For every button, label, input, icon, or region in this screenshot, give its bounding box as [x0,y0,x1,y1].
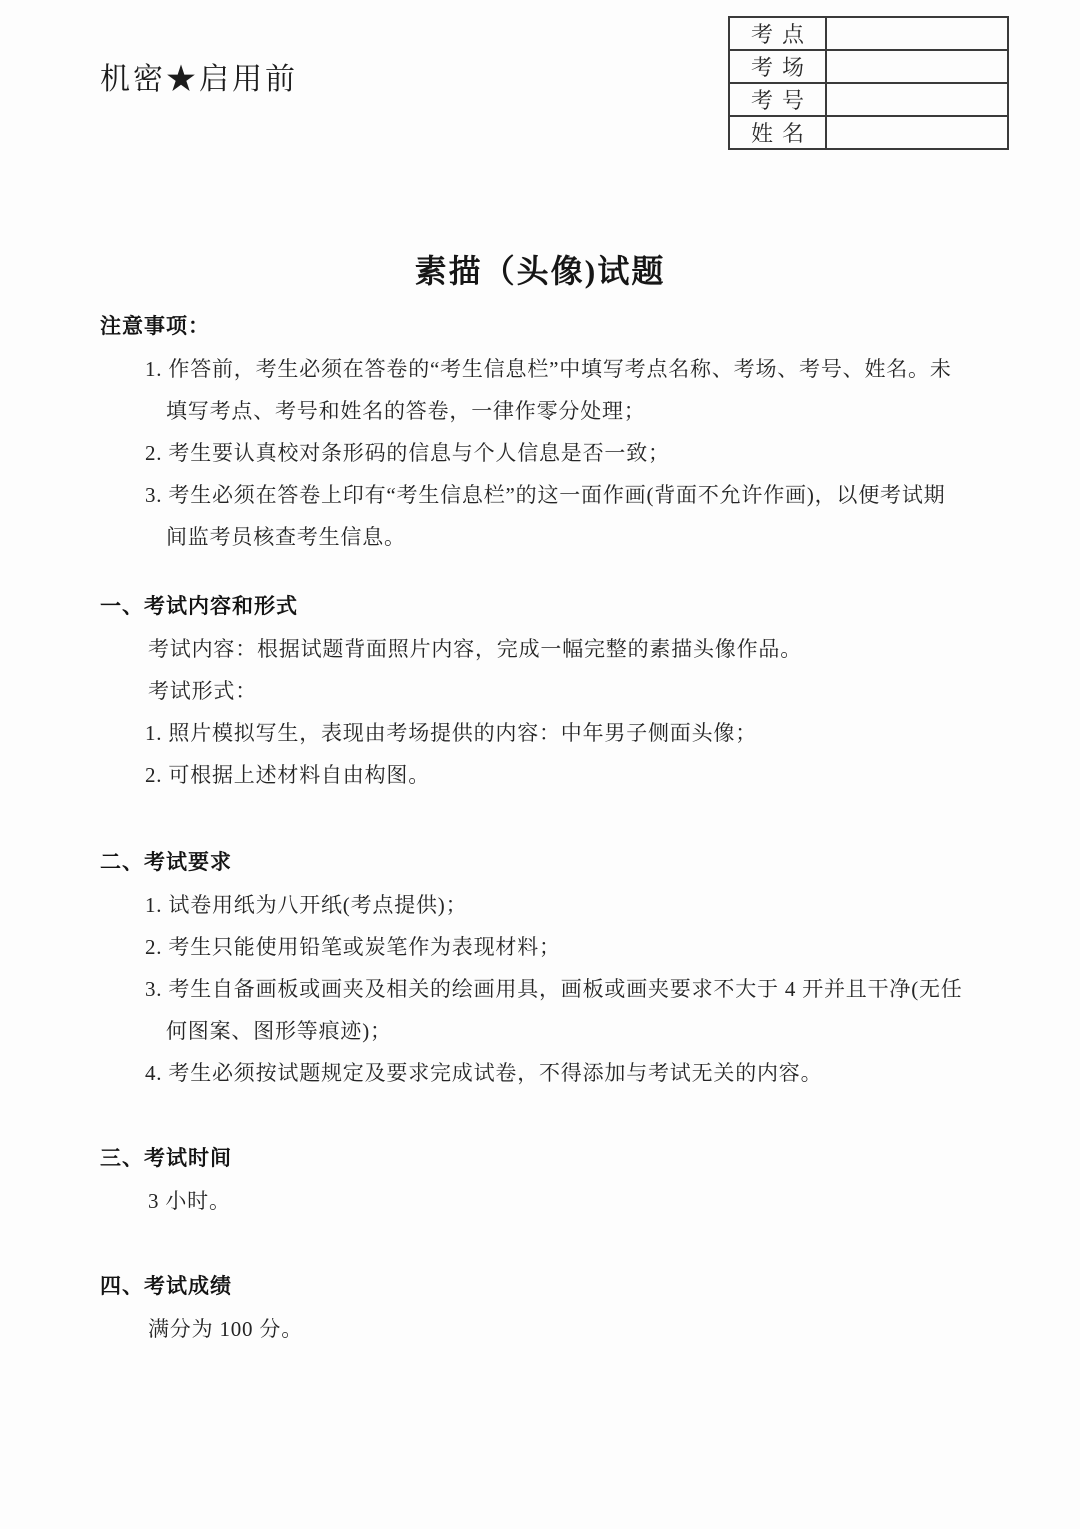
notice-line: 填写考点、考号和姓名的答卷，一律作零分处理； [166,399,646,423]
info-value-exam-room [826,50,1008,83]
info-label-name: 姓名 [729,116,826,149]
section-exam-requirements [100,842,1000,1094]
section-exam-duration [100,1138,1000,1222]
section-line: 1. 试卷用纸为八开纸(考点提供)； [145,893,468,917]
section-line: 满分为 100 分。 [148,1317,303,1341]
info-label-exam-room: 考场 [729,50,826,83]
section-heading: 一、考试内容和形式 [100,595,298,618]
section-heading: 二、考试要求 [100,851,232,874]
notice-line: 2. 考生要认真校对条形码的信息与个人信息是否一致； [145,441,670,465]
section-line: 3 小时。 [148,1189,231,1213]
section-heading: 四、考试成绩 [100,1275,232,1298]
section-heading: 三、考试时间 [100,1147,232,1170]
section-line: 3. 考生自备画板或画夹及相关的绘画用具，画板或画夹要求不大于 4 开并且干净(无任 [145,977,963,1001]
info-table-row [729,17,1008,50]
notice-line: 间监考员核查考生信息。 [166,525,406,549]
page-title: 素描（头像)试题 [414,253,666,289]
section-content-and-form [100,586,1000,796]
section-line: 4. 考生必须按试题规定及要求完成试卷，不得添加与考试无关的内容。 [145,1061,823,1085]
section-line: 2. 可根据上述材料自由构图。 [145,763,430,787]
classification-label: 机密★启用前 [100,63,298,96]
info-value-exam-site [826,17,1008,50]
notice-line: 3. 考生必须在答卷上印有“考生信息栏”的这一面作画(背面不允许作画)，以便考试期 [145,483,946,507]
info-value-name [826,116,1008,149]
info-table-row [729,50,1008,83]
section-exam-score [100,1266,1000,1350]
section-line: 1. 照片模拟写生，表现由考场提供的内容：中年男子侧面头像； [145,721,757,745]
info-label-exam-number: 考号 [729,83,826,116]
section-line: 何图案、图形等痕迹)； [166,1019,392,1043]
section-line: 2. 考生只能使用铅笔或炭笔作为表现材料； [145,935,561,959]
info-table-row [729,116,1008,149]
candidate-info-table [728,16,1009,150]
section-line: 考试形式： [148,679,257,703]
notice-line: 1. 作答前，考生必须在答卷的“考生信息栏”中填写考点名称、考场、考号、姓名。未 [145,357,952,381]
notice-heading: 注意事项： [100,315,210,338]
notice-section [100,306,1000,558]
info-label-exam-site: 考点 [729,17,826,50]
info-table-row [729,83,1008,116]
info-value-exam-number [826,83,1008,116]
section-line: 考试内容：根据试题背面照片内容，完成一幅完整的素描头像作品。 [148,637,802,661]
